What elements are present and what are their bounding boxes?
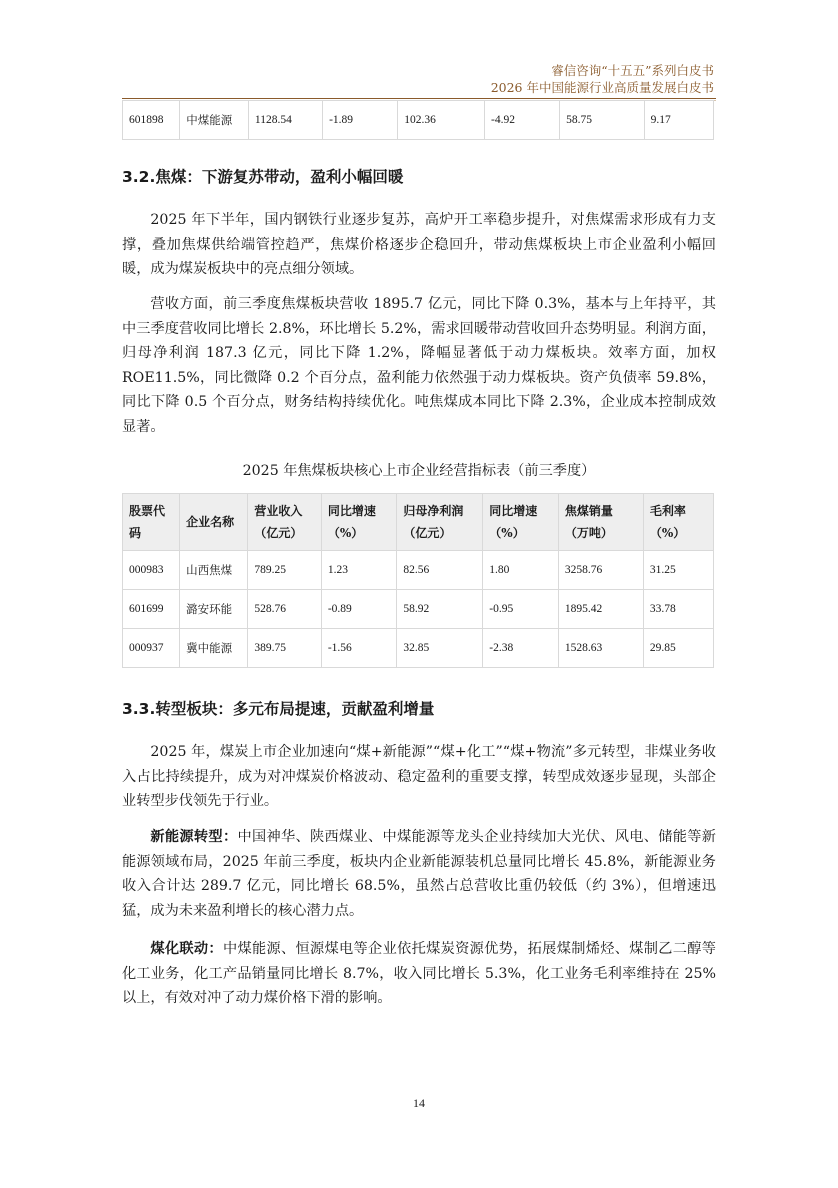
table-cell: 389.75 — [248, 629, 321, 668]
table-cell: 潞安环能 — [180, 590, 248, 629]
table-header-row — [123, 494, 714, 551]
paragraph-body: 中煤能源、恒源煤电等企业依托煤炭资源优势，拓展煤制烯烃、煤制乙二醇等化工业务，化工产品销量同比增长 8.7%，收入同比增长 5.3%，化工业务毛利率维持在 25%以上，有效对冲了动力煤价格下滑的影响。 — [122, 941, 716, 1006]
page-header — [491, 62, 714, 96]
table-cell: 1128.54 — [248, 101, 322, 140]
column-header: 归母净利润（亿元） — [397, 494, 483, 551]
header-divider — [122, 98, 716, 99]
table-cell: 冀中能源 — [180, 629, 248, 668]
column-header: 股票代码 — [123, 494, 180, 551]
table-cell: 32.85 — [397, 629, 483, 668]
table-cell: -1.89 — [323, 101, 398, 140]
table-cell: 601699 — [123, 590, 180, 629]
column-header: 同比增速（%） — [321, 494, 397, 551]
table-cell: 31.25 — [643, 551, 713, 590]
table-cell: -0.95 — [483, 590, 559, 629]
table-cell: 528.76 — [248, 590, 321, 629]
column-header: 焦煤销量（万吨） — [558, 494, 643, 551]
continued-table — [122, 100, 714, 140]
column-header: 营业收入（亿元） — [248, 494, 321, 551]
paragraph: 2025 年下半年，国内钢铁行业逐步复苏，高炉开工率稳步提升，对焦煤需求形成有力支撑，叠加焦煤供给端管控趋严，焦煤价格逐步企稳回升，带动焦煤板块上市企业盈利小幅回暖，成为煤炭板块中的亮点细分领域。 — [122, 212, 716, 277]
table-caption: 2025 年焦煤板块核心上市企业经营指标表（前三季度） — [242, 463, 596, 479]
header-series-title: 睿信咨询“十五五”系列白皮书 — [551, 63, 714, 78]
column-header: 同比增速（%） — [483, 494, 559, 551]
paragraph-lead: 煤化联动： — [150, 941, 223, 957]
table-cell: 1.23 — [321, 551, 397, 590]
table-cell: 1895.42 — [558, 590, 643, 629]
section-heading-coking-coal: 3.2.焦煤：下游复苏带动，盈利小幅回暖 — [122, 168, 404, 186]
table-row — [123, 551, 714, 590]
table-cell: -2.38 — [483, 629, 559, 668]
table-cell: -0.89 — [321, 590, 397, 629]
page-number: 14 — [413, 1096, 425, 1110]
table-row — [123, 590, 714, 629]
paragraph-new-energy — [122, 825, 716, 923]
table-cell: 58.75 — [560, 101, 645, 140]
table-cell: 58.92 — [397, 590, 483, 629]
paragraph-lead: 新能源转型： — [150, 829, 238, 845]
table-cell: 中煤能源 — [180, 101, 249, 140]
table-row — [123, 101, 714, 140]
coking-coal-table — [122, 493, 714, 668]
table-cell: 000937 — [123, 629, 180, 668]
table-cell: 102.36 — [398, 101, 485, 140]
table-cell: 山西焦煤 — [180, 551, 248, 590]
table-cell: -4.92 — [485, 101, 560, 140]
paragraph-body: 中国神华、陕西煤业、中煤能源等龙头企业持续加大光伏、风电、储能等新能源领域布局，2025 年前三季度，板块内企业新能源装机总量同比增长 45.8%，新能源业务收入合计达 289.7 亿元，同比增长 68.5%，虽然占总营收比重仍较低（约 3%），但增速迅猛，成为未来盈利增长的核心潜力点。 — [122, 829, 716, 919]
table-cell: -1.56 — [321, 629, 397, 668]
table-cell: 9.17 — [644, 101, 713, 140]
table-cell: 1528.63 — [558, 629, 643, 668]
paragraph-coal-chemical — [122, 937, 716, 1011]
table-cell: 29.85 — [643, 629, 713, 668]
table-cell: 1.80 — [483, 551, 559, 590]
table-cell: 601898 — [123, 101, 180, 140]
section-heading-transformation: 3.3.转型板块：多元布局提速，贡献盈利增量 — [122, 700, 435, 718]
table-cell: 789.25 — [248, 551, 321, 590]
table-cell: 3258.76 — [558, 551, 643, 590]
paragraph: 2025 年，煤炭上市企业加速向“煤+新能源”“煤+化工”“煤+物流”多元转型，非煤业务收入占比持续提升，成为对冲煤炭价格波动、稳定盈利的重要支撑，转型成效逐步显现，头部企业转型步伐领先于行业。 — [122, 744, 716, 809]
header-report-title: 2026 年中国能源行业高质量发展白皮书 — [490, 80, 714, 95]
column-header: 毛利率（%） — [643, 494, 713, 551]
column-header: 企业名称 — [180, 494, 248, 551]
table-cell: 000983 — [123, 551, 180, 590]
table-row — [123, 629, 714, 668]
table-cell: 82.56 — [397, 551, 483, 590]
table-cell: 33.78 — [643, 590, 713, 629]
paragraph: 营收方面，前三季度焦煤板块营收 1895.7 亿元，同比下降 0.3%，基本与上年持平，其中三季度营收同比增长 2.8%，环比增长 5.2%，需求回暖带动营收回升态势明显。利润方面，归母净利润 187.3 亿元，同比下降 1.2%，降幅显著低于动力煤板块。效率方面，加权 ROE11.5%，同比微降 0.2 个百分点，盈利能力依然强于动力煤板块。资产负债率 59.8%，同比下降 0.5 个百分点，财务结构持续优化。吨焦煤成本同比下降 2.3%，企业成本控制成效显著。 — [122, 296, 716, 435]
